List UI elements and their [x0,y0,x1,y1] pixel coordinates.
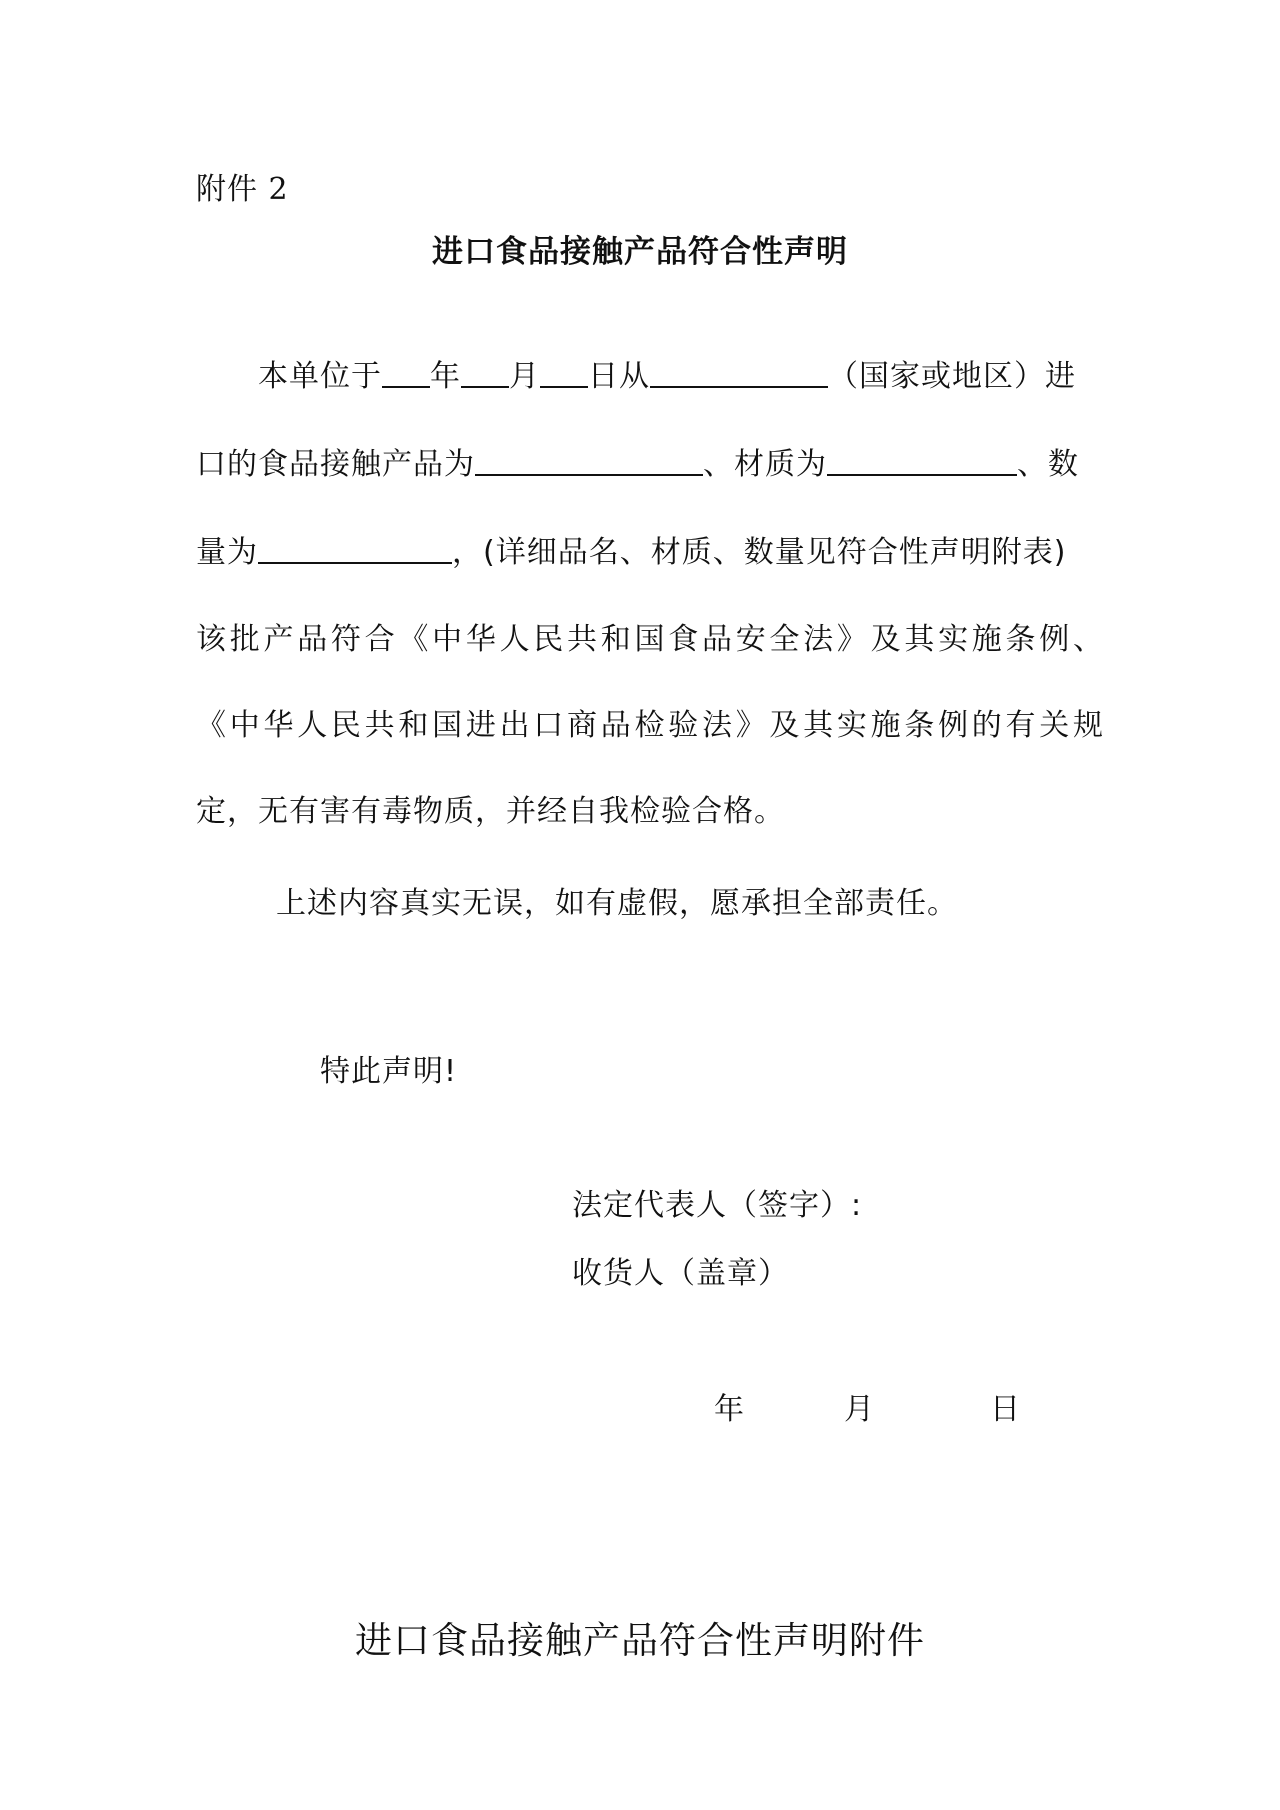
body-text: 量为 [196,535,258,570]
date-year-label: 年 [714,1392,745,1427]
body-text: 、数 [1017,447,1079,482]
body-text: 本单位于 [258,359,382,394]
body-line-4: 该批产品符合《中华人民共和国食品安全法》及其实施条例、 [196,622,1104,657]
legal-representative-signature: 法定代表人（签字）: [572,1188,863,1223]
country-blank[interactable] [650,356,828,388]
year-blank[interactable] [382,356,430,388]
date-day-label: 日 [990,1392,1021,1427]
declaration-text: 特此声明! [320,1054,458,1089]
body-line-7: 上述内容真实无误，如有虚假，愿承担全部责任。 [276,886,958,921]
body-line-6: 定，无有害有毒物质，并经自我检验合格。 [196,794,785,829]
body-text: （国家或地区）进 [828,359,1076,394]
quantity-blank[interactable] [258,532,452,564]
appendix-title: 进口食品接触产品符合性声明附件 [355,1619,925,1662]
body-text: 口的食品接触产品为 [196,447,475,482]
body-text: 月 [509,359,540,394]
body-line-1 [258,356,1076,397]
consignee-seal: 收货人（盖章） [572,1256,789,1291]
attachment-label: 附件 2 [196,172,289,207]
body-text: 、材质为 [703,447,827,482]
body-line-2 [196,444,1079,485]
body-text: ，(详细品名、材质、数量见符合性声明附表) [452,535,1067,570]
body-line-3 [196,532,1066,573]
day-blank[interactable] [540,356,588,388]
body-text: 日从 [588,359,650,394]
body-line-5: 《中华人民共和国进出口商品检验法》及其实施条例的有关规 [196,708,1104,743]
month-blank[interactable] [461,356,509,388]
date-month-label: 月 [844,1392,875,1427]
product-blank[interactable] [475,444,703,476]
document-title: 进口食品接触产品符合性声明 [432,234,848,270]
material-blank[interactable] [827,444,1017,476]
body-text: 年 [430,359,461,394]
